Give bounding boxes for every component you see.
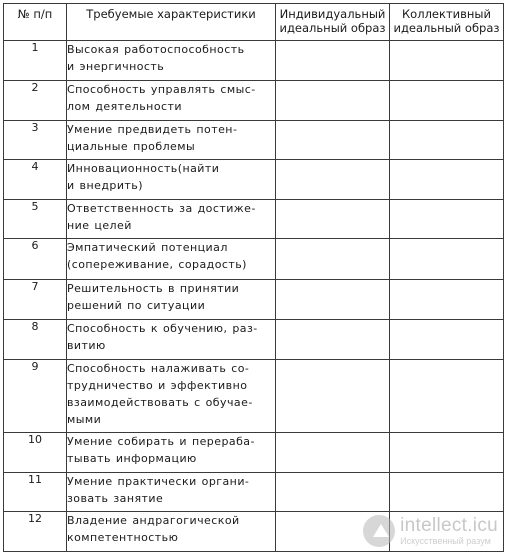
table-row bbox=[4, 200, 504, 239]
row-requirement bbox=[67, 239, 276, 280]
individual-cell[interactable] bbox=[276, 41, 390, 81]
row-requirement bbox=[67, 81, 276, 121]
requirement-line: трудничество и эффективно bbox=[67, 379, 248, 392]
watermark bbox=[363, 511, 498, 551]
requirement-line: лом деятельности bbox=[67, 100, 182, 113]
requirement-line: Умение собирать и перераба- bbox=[67, 435, 255, 448]
row-number: 12 bbox=[4, 512, 67, 552]
header-collective-line2: идеальный образ bbox=[393, 21, 500, 35]
watermark-text bbox=[400, 516, 498, 547]
watermark-sub: Искусственный разум bbox=[400, 535, 491, 546]
individual-cell[interactable] bbox=[276, 200, 390, 239]
collective-cell[interactable] bbox=[390, 473, 504, 512]
requirement-line: Способность к обучению, раз- bbox=[67, 322, 258, 335]
header-individual bbox=[276, 4, 390, 41]
row-number: 8 bbox=[4, 320, 67, 360]
collective-cell[interactable] bbox=[390, 280, 504, 320]
requirement-line: ние целей bbox=[67, 219, 132, 232]
requirement-line: Умение практически органи- bbox=[67, 475, 250, 488]
table-header-row bbox=[4, 4, 504, 41]
header-requirements: Требуемые характеристики bbox=[67, 4, 276, 41]
individual-cell[interactable] bbox=[276, 280, 390, 320]
row-number: 1 bbox=[4, 41, 67, 81]
requirement-line: Умение предвидеть потен- bbox=[67, 123, 238, 136]
table-row bbox=[4, 433, 504, 473]
table-row bbox=[4, 360, 504, 433]
requirement-line: решений по ситуации bbox=[67, 299, 206, 312]
requirement-line: Эмпатический потенциал bbox=[67, 241, 228, 254]
requirement-line: Способность налаживать со- bbox=[67, 362, 250, 375]
table-row bbox=[4, 320, 504, 360]
row-requirement bbox=[67, 360, 276, 433]
requirement-line: тывать информацию bbox=[67, 452, 197, 465]
watermark-main: intellect.icu bbox=[400, 514, 498, 536]
row-requirement bbox=[67, 433, 276, 473]
row-requirement bbox=[67, 41, 276, 81]
requirement-line: (сопереживание, сорадость) bbox=[67, 258, 247, 271]
individual-cell[interactable] bbox=[276, 433, 390, 473]
row-requirement bbox=[67, 121, 276, 160]
requirement-line: и внедрить) bbox=[67, 179, 143, 192]
row-number: 2 bbox=[4, 81, 67, 121]
row-requirement bbox=[67, 320, 276, 360]
table-row bbox=[4, 81, 504, 121]
table-row bbox=[4, 473, 504, 512]
individual-cell[interactable] bbox=[276, 121, 390, 160]
requirement-line: взаимодействовать с обучае- bbox=[67, 396, 253, 409]
requirement-line: Ответственность за достиже- bbox=[67, 202, 256, 215]
header-individual-line2: идеальный образ bbox=[279, 21, 386, 35]
collective-cell[interactable] bbox=[390, 121, 504, 160]
header-collective bbox=[390, 4, 504, 41]
row-requirement bbox=[67, 280, 276, 320]
requirement-line: циальные проблемы bbox=[67, 140, 196, 153]
collective-cell[interactable] bbox=[390, 433, 504, 473]
row-requirement bbox=[67, 473, 276, 512]
table-row bbox=[4, 41, 504, 81]
requirement-line: зовать занятие bbox=[67, 492, 164, 505]
row-number: 4 bbox=[4, 160, 67, 200]
triangle-logo-icon bbox=[363, 515, 395, 547]
individual-cell[interactable] bbox=[276, 360, 390, 433]
collective-cell[interactable] bbox=[390, 320, 504, 360]
row-number: 9 bbox=[4, 360, 67, 433]
collective-cell[interactable] bbox=[390, 239, 504, 280]
requirement-line: и энергичность bbox=[67, 60, 165, 73]
collective-cell[interactable] bbox=[390, 81, 504, 121]
individual-cell[interactable] bbox=[276, 473, 390, 512]
requirement-line: Способность управлять смыс- bbox=[67, 83, 256, 96]
requirement-line: витию bbox=[67, 339, 106, 352]
collective-cell[interactable] bbox=[390, 160, 504, 200]
row-number: 5 bbox=[4, 200, 67, 239]
individual-cell[interactable] bbox=[276, 239, 390, 280]
header-number: № п/п bbox=[4, 4, 67, 41]
row-number: 7 bbox=[4, 280, 67, 320]
collective-cell[interactable] bbox=[390, 360, 504, 433]
table-row bbox=[4, 280, 504, 320]
requirement-line: компетентностью bbox=[67, 531, 179, 544]
characteristics-table bbox=[3, 3, 504, 552]
requirement-line: Владение андрагогической bbox=[67, 514, 240, 527]
row-number: 6 bbox=[4, 239, 67, 280]
individual-cell[interactable] bbox=[276, 160, 390, 200]
table-row bbox=[4, 160, 504, 200]
requirement-line: мыми bbox=[67, 413, 102, 426]
row-number: 3 bbox=[4, 121, 67, 160]
individual-cell[interactable] bbox=[276, 81, 390, 121]
collective-cell[interactable] bbox=[390, 200, 504, 239]
header-individual-line1: Индивидуальный bbox=[279, 7, 386, 21]
individual-cell[interactable] bbox=[276, 320, 390, 360]
requirement-line: Инновационность(найти bbox=[67, 162, 220, 175]
table-row bbox=[4, 239, 504, 280]
row-number: 10 bbox=[4, 433, 67, 473]
row-requirement bbox=[67, 200, 276, 239]
row-requirement bbox=[67, 512, 276, 552]
row-number: 11 bbox=[4, 473, 67, 512]
table-row bbox=[4, 121, 504, 160]
collective-cell[interactable] bbox=[390, 41, 504, 81]
requirement-line: Решительность в принятии bbox=[67, 282, 240, 295]
header-collective-line1: Коллективный bbox=[402, 7, 491, 21]
row-requirement bbox=[67, 160, 276, 200]
requirement-line: Высокая работоспособность bbox=[67, 43, 245, 56]
